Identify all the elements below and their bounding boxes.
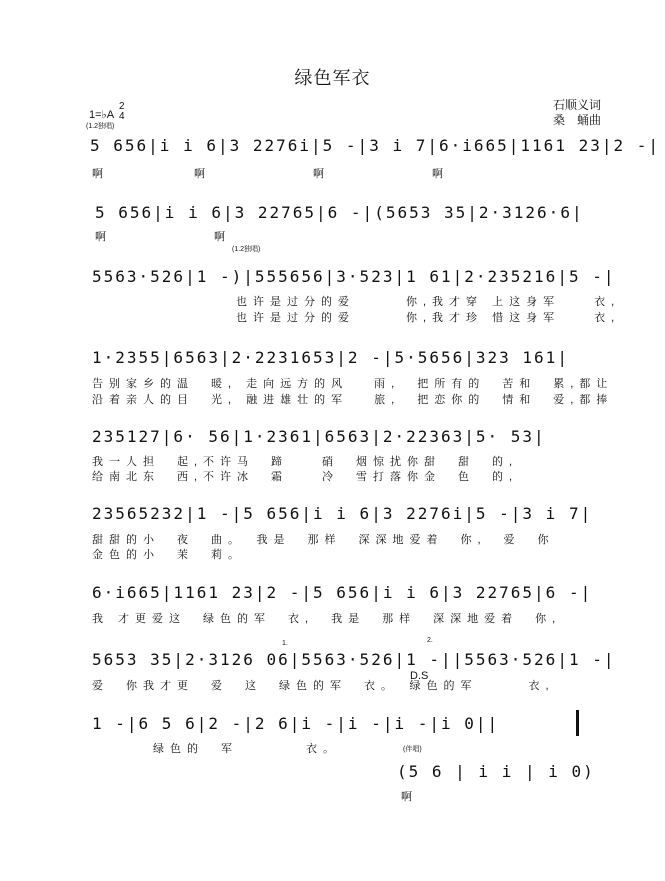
system-2-lyric: 啊 啊 bbox=[95, 231, 231, 243]
system-7-notes: 6·i665|1161 23|2 -|5 656|i i 6|3 22765|6 -| bbox=[92, 583, 593, 602]
system-3-lyric-1: 也许是过分的爱 你,我才穿 上这身军 衣, bbox=[236, 296, 621, 308]
coda-notes: (5 6 | i i | i 0) bbox=[397, 762, 595, 781]
system-4-lyric-2: 沿着亲人的目 光, 融进雄壮的军 旅, 把恋你的 情和 爱,都捧 bbox=[92, 394, 614, 406]
system-8-lyric: 爱 你我才更 爱 这 绿色的军 衣。 绿色的军 衣, bbox=[92, 680, 555, 692]
system-6-lyric-2: 金色的小 茉 莉。 bbox=[92, 549, 245, 561]
key-signature bbox=[89, 101, 125, 122]
system-5-lyric-2: 给南北东 西,不许冰 霜 冷 雪打落你金 色 的, bbox=[92, 471, 519, 483]
system-1-notes: 5 656|i i 6|3 2276i|5 -|3 i 7|6·i665|1161 23|2 -| bbox=[90, 136, 661, 155]
system-5-notes: 235127|6· 56|1·2361|6563|2·22363|5· 53| bbox=[92, 427, 546, 446]
system-4-notes: 1·2355|6563|2·2231653|2 -|5·5656|323 161| bbox=[92, 348, 569, 367]
ds-mark: D.S bbox=[410, 670, 429, 682]
system-3-notes: 5563·526|1 -)|555656|3·523|1 61|2·235216|5 -| bbox=[92, 267, 616, 286]
tempo-note-2: (1.2独唱) bbox=[232, 246, 261, 253]
system-9-lyric: 绿色的 军 衣。 bbox=[153, 743, 340, 755]
final-barline bbox=[576, 710, 579, 736]
key-label: 1=♭A bbox=[89, 109, 115, 121]
system-4-lyric-1: 告别家乡的温 暖, 走向远方的风 雨, 把所有的 苦和 累,都让 bbox=[92, 378, 614, 390]
system-6-lyric-1: 甜甜的小 夜 曲。 我是 那样 深深地爱着 你, 爱 你 bbox=[92, 534, 555, 546]
volta-2-label: 2. bbox=[427, 637, 433, 644]
system-3-lyric-2: 也许是过分的爱 你,我才珍 惜这身军 衣, bbox=[236, 312, 621, 324]
coda-lyric: 啊 bbox=[401, 791, 418, 803]
song-title: 绿色军衣 bbox=[294, 68, 371, 88]
system-8-notes: 5653 35|2·3126 06|5563·526|1 -||5563·526|1 -| bbox=[92, 650, 616, 669]
system-5-lyric-1: 我一人担 起,不许马 蹄 硝 烟惊扰你甜 甜 的, bbox=[92, 456, 519, 468]
composer-credit: 桑 蛹曲 bbox=[553, 113, 602, 127]
volta-1-label: 1. bbox=[282, 640, 288, 647]
tempo-note-1: (1.2独唱) bbox=[86, 123, 115, 130]
system-7-lyric: 我 才更爱这 绿色的军 衣, 我是 那样 深深地爱着 你, bbox=[92, 613, 562, 625]
coda-note-label: (伴唱) bbox=[403, 746, 422, 753]
time-signature: 2 4 bbox=[119, 101, 125, 122]
system-9-notes: 1 -|6 5 6|2 -|2 6|i -|i -|i -|i 0|| bbox=[92, 714, 500, 733]
system-1-lyric: 啊 啊 啊 啊 bbox=[92, 168, 449, 180]
lyricist-credit: 石顺义词 bbox=[553, 98, 602, 112]
system-2-notes: 5 656|i i 6|3 22765|6 -|(5653 35|2·3126·6| bbox=[95, 203, 584, 222]
system-6-notes: 23565232|1 -|5 656|i i 6|3 2276i|5 -|3 i 7| bbox=[92, 504, 593, 523]
